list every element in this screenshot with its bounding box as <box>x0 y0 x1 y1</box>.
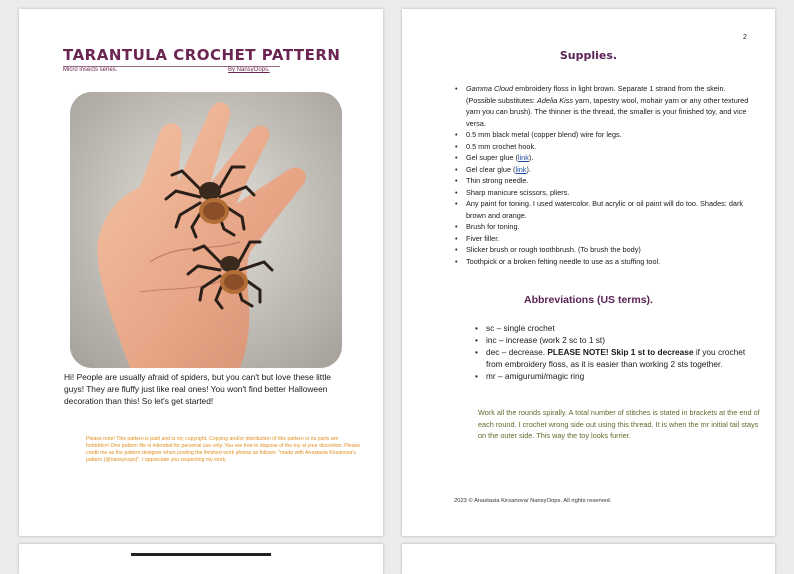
list-item: • mr – amigurumi/magic ring <box>486 370 746 382</box>
supplies-list <box>466 83 750 267</box>
supplies-heading: Supplies. <box>559 49 618 62</box>
pattern-page-3-partial <box>19 544 383 574</box>
list-item: • Thin strong needle. <box>466 175 750 187</box>
author-byline: By NansyOops. <box>228 67 270 73</box>
list-item: • Gamma Cloud embroidery floss in light brown. Separate 1 strand from the skein. (Possible substitutes: Adelia Kiss yarn, tapestry wool, mohair yarn or any other textured yarn you can brush). The thinner is the thread, the smaller is your finished toy, and vice versa. <box>466 83 750 129</box>
list-item: • Gel super glue (link). <box>466 152 750 164</box>
rounds-note: Work all the rounds spirally. A total number of stitches is stated in brackets at the end of each round. I crochet wrong side out using this thread. It is when the mr initial tail stays on the outer side. This way the toy looks furrier. <box>478 408 760 440</box>
skip-stitch-note: PLEASE NOTE! Skip 1 st to decrease <box>547 347 694 357</box>
intro-paragraph: Hi! People are usually afraid of spiders, but you can't but love these little guys! They are fluffy just like real ones! You won't find better Halloween decoration than this! So let's get started! <box>64 372 331 406</box>
pattern-page-4-partial <box>402 544 775 574</box>
abbreviations-list <box>486 322 746 382</box>
list-item: • Toothpick or a broken felting needle to use as a stuffing tool. <box>466 256 750 268</box>
page-number: 2 <box>743 34 747 41</box>
series-label: Micro insects series. <box>63 67 118 73</box>
list-item: • Sharp manicure scissors, pliers. <box>466 187 750 199</box>
list-item: • Any paint for toning. I used watercolor. But acrylic or oil paint will do too. Shades: dark brown and orange. <box>466 198 750 221</box>
list-item: • Fiver filler. <box>466 233 750 245</box>
pattern-page-2 <box>402 9 775 536</box>
list-item: • 0.5 mm black metal (copper blend) wire for legs. <box>466 129 750 141</box>
copyright-notice: Please note! This pattern is paid and is my copyright. Copying and/or distribution of this pattern or its parts are forbidden! One pattern file is intended for personal use only. You are free to dispose of the toy at your discretion. Please credit me as the pattern designer when posting the finished work photos as follows: "made with Anastasia Kirsanova's pattern (@nansyoops)". I appreciate you respecting my work. <box>86 436 361 463</box>
list-item: • inc – increase (work 2 sc to 1 st) <box>486 334 746 346</box>
clear-glue-link[interactable]: link <box>515 164 527 174</box>
copyright-footer: 2023 © Anastasia Kirsanova/ NansyOops. All rights reserved. <box>454 498 612 504</box>
list-item: • 0.5 mm crochet hook. <box>466 141 750 153</box>
brand-name: Gamma Cloud <box>466 84 514 93</box>
pattern-title: TARANTULA CROCHET PATTERN <box>63 46 341 64</box>
list-item: • Brush for toning. <box>466 221 750 233</box>
pattern-page-1 <box>19 9 383 536</box>
list-item: • dec – decrease. PLEASE NOTE! Skip 1 st to decrease if you crochet from embroidery floss, as it is easier than working 2 sts together. <box>486 346 746 370</box>
brand-name: Adelia Kiss <box>536 95 574 105</box>
list-item: • Gel clear glue (link). <box>466 164 750 176</box>
abbreviations-heading: Abbreviations (US terms). <box>524 294 653 306</box>
hand-holding-two-tarantulas-photo <box>70 92 342 368</box>
super-glue-link[interactable]: link <box>517 153 529 162</box>
list-item: • sc – single crochet <box>486 322 746 334</box>
list-item: • Slicker brush or rough toothbrush. (To brush the body) <box>466 244 750 256</box>
